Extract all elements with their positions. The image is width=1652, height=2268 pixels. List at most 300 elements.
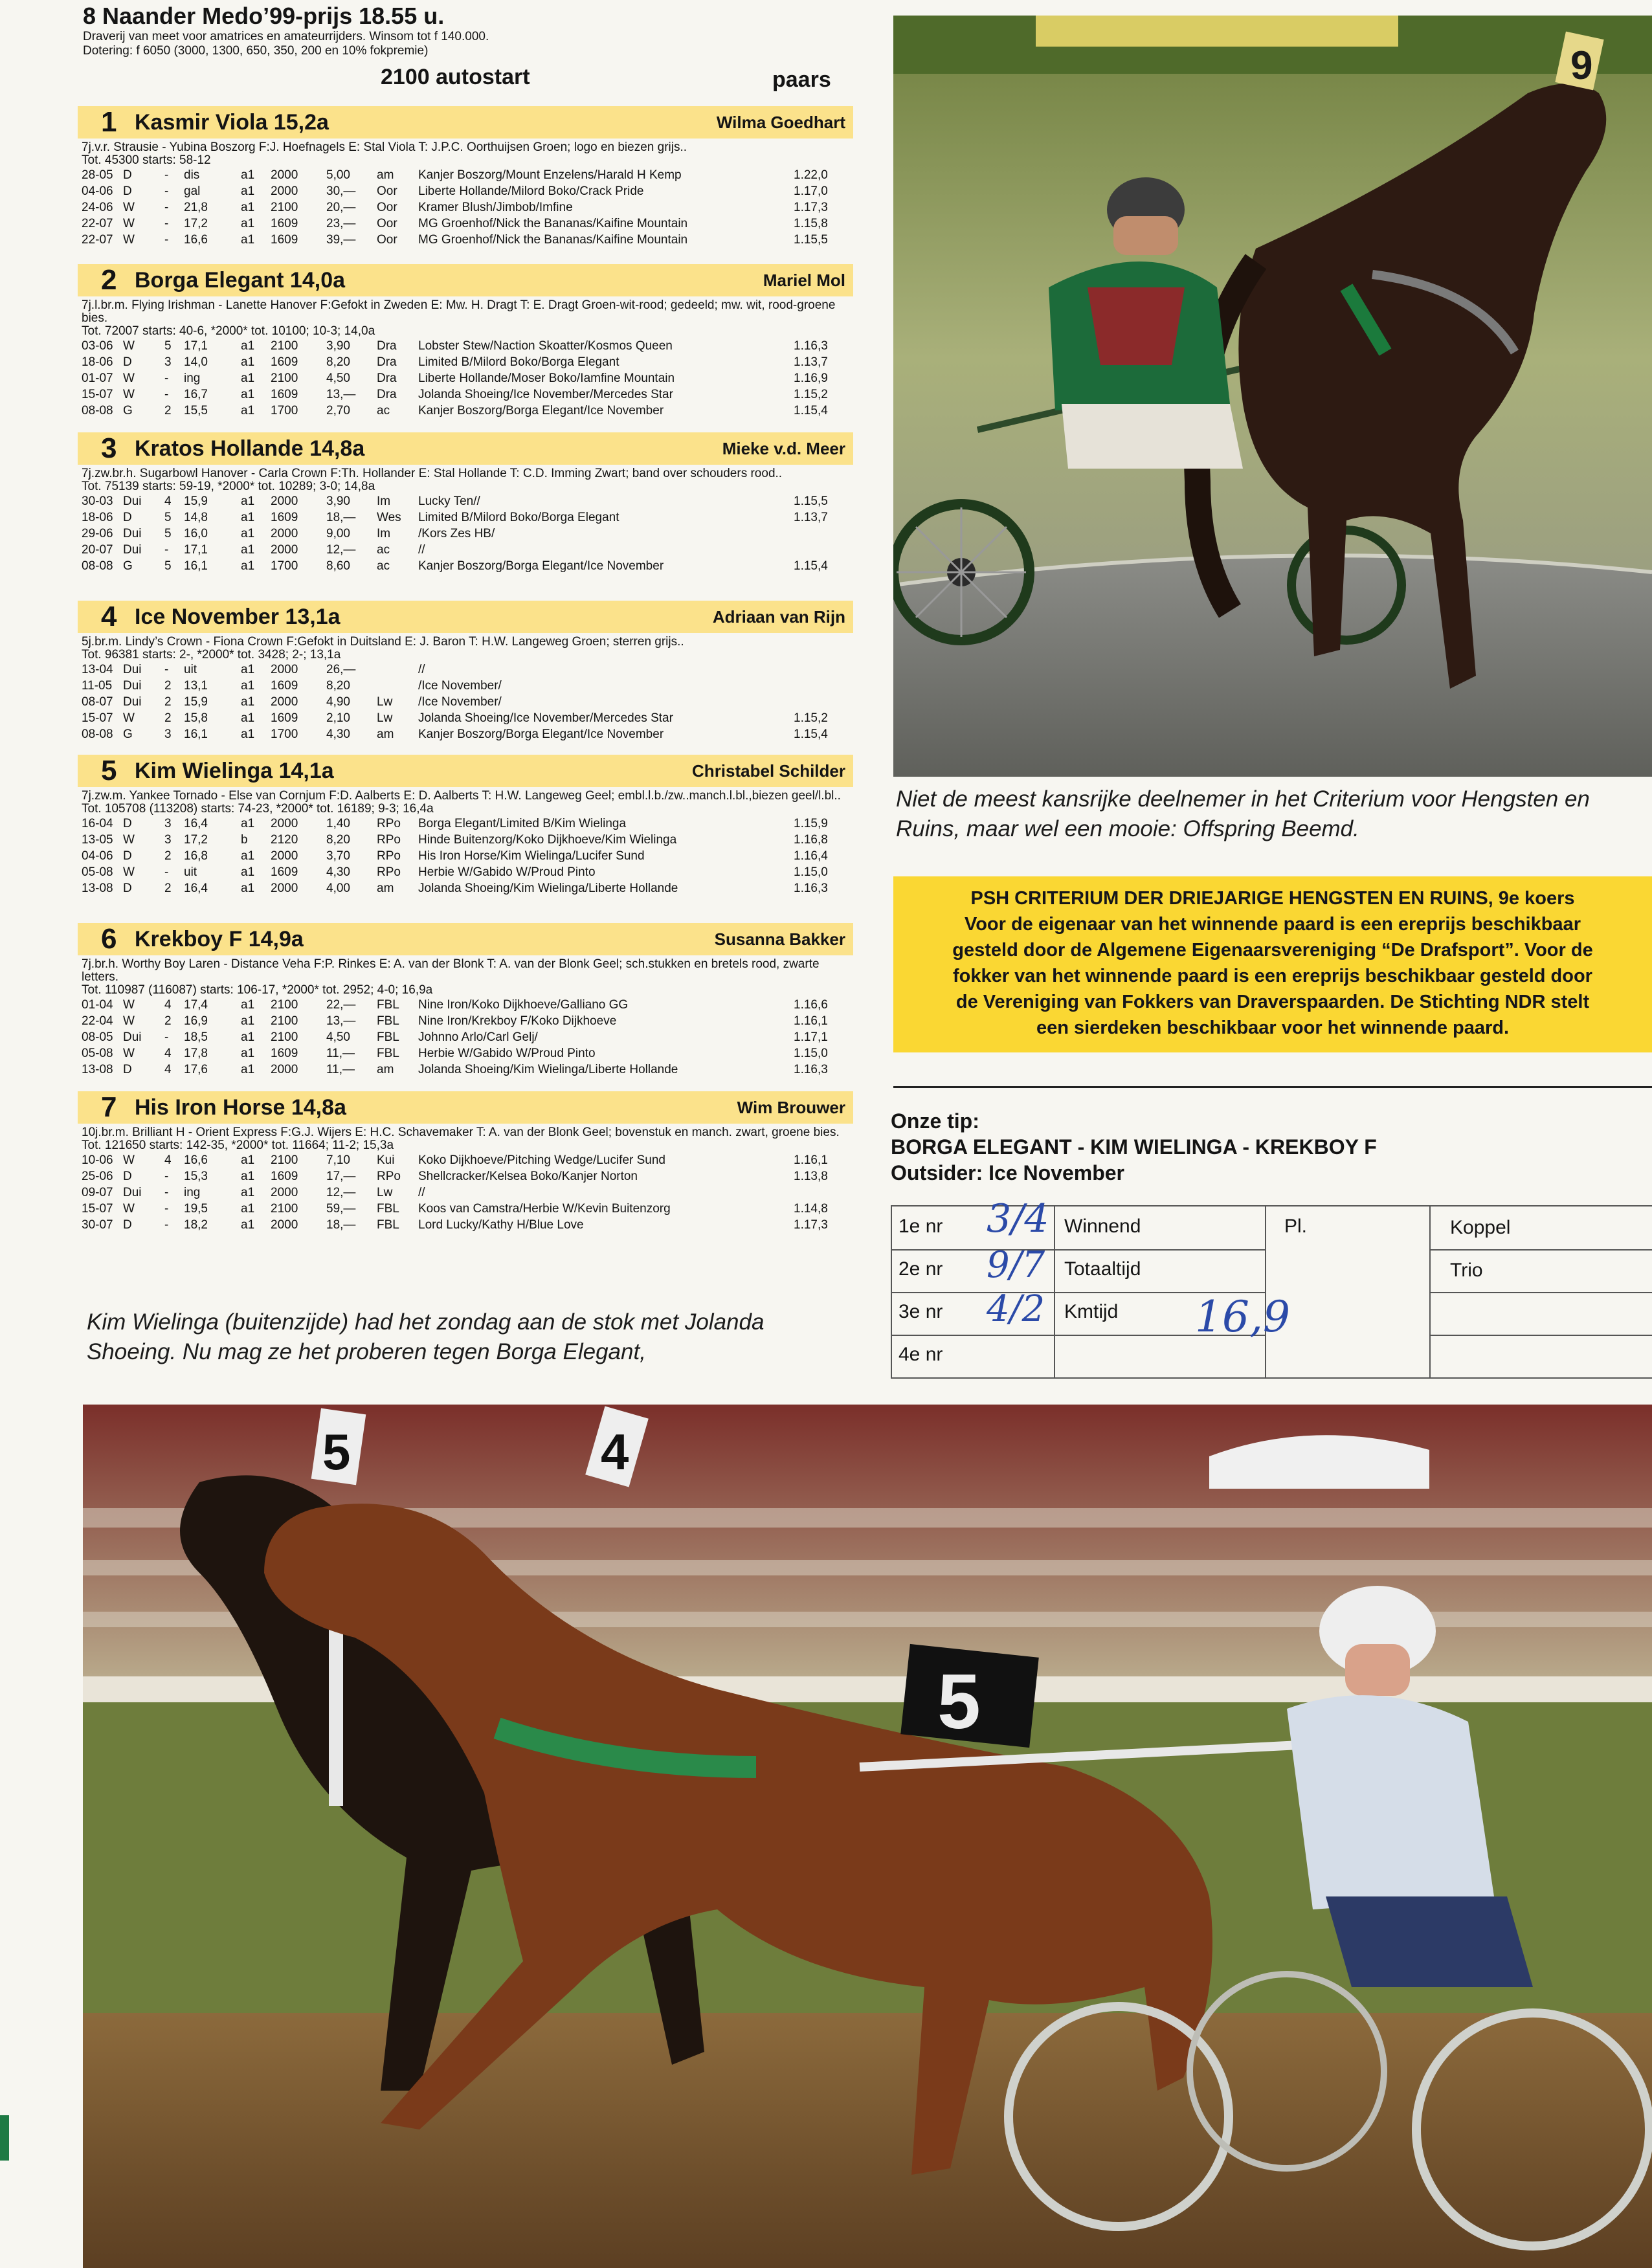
- run-distance: 2000: [271, 543, 298, 557]
- run-place: 3: [164, 817, 172, 830]
- run-place: -: [164, 201, 169, 214]
- run-odds: 13,—: [326, 388, 356, 401]
- run-row: [82, 1045, 853, 1062]
- horse-totals: Tot. 45300 starts: 58-12: [82, 153, 211, 167]
- run-odds: 23,—: [326, 217, 356, 230]
- run-row: [82, 997, 853, 1013]
- run-driver-code: FBL: [377, 1202, 399, 1216]
- run-field: /Ice November/: [418, 679, 502, 693]
- run-row: [82, 710, 853, 726]
- run-distance: 2000: [271, 1063, 298, 1076]
- run-class: a1: [241, 1186, 255, 1199]
- run-field: /Ice November/: [418, 695, 502, 709]
- run-field: Nine Iron/Krekboy F/Koko Dijkhoeve: [418, 1014, 617, 1028]
- run-distance: 1700: [271, 559, 298, 573]
- run-row: [82, 403, 853, 419]
- run-km-time: 1.16,1: [794, 1014, 828, 1028]
- run-time: 16,6: [184, 233, 208, 247]
- run-row: [82, 354, 853, 370]
- run-place: 5: [164, 511, 172, 524]
- run-place: 2: [164, 711, 172, 725]
- run-row: [82, 662, 853, 678]
- run-date: 13-05: [82, 833, 113, 847]
- run-date: 22-07: [82, 217, 113, 230]
- photo-horse-single: [893, 16, 1652, 777]
- horse-pedigree: 7j.zw.m. Yankee Tornado - Else van Cornjum F:D. Aalberts E: D. Aalberts T: H.W. Langeweg Geel; embl.l.b./zw..manch.l.bl.,biezen geel/l.bl..: [82, 789, 841, 803]
- run-track: D: [123, 1063, 132, 1076]
- run-time: 17,2: [184, 833, 208, 847]
- run-date: 18-06: [82, 511, 113, 524]
- recent-runs: [82, 167, 853, 248]
- run-class: a1: [241, 1170, 255, 1183]
- run-distance: 1609: [271, 388, 298, 401]
- handwritten-kmtijd: 16,9: [1195, 1292, 1290, 1342]
- run-distance: 1700: [271, 404, 298, 417]
- run-driver-code: Oor: [377, 184, 397, 198]
- run-distance: 1609: [271, 711, 298, 725]
- run-date: 22-07: [82, 233, 113, 247]
- run-date: 04-06: [82, 184, 113, 198]
- horse-name: Krekboy F 14,9a: [135, 927, 304, 951]
- run-distance: 2100: [271, 1030, 298, 1044]
- run-place: -: [164, 168, 169, 182]
- photo-horse-single-image: [893, 16, 1652, 777]
- run-time: 16,8: [184, 849, 208, 863]
- run-place: 2: [164, 1014, 172, 1028]
- run-place: 3: [164, 833, 172, 847]
- run-distance: 2000: [271, 817, 298, 830]
- run-date: 30-07: [82, 1218, 113, 1232]
- run-class: a1: [241, 1063, 255, 1076]
- run-driver-code: Dra: [377, 355, 397, 369]
- run-odds: 5,00: [326, 168, 350, 182]
- run-time: 17,4: [184, 998, 208, 1012]
- run-distance: 2000: [271, 882, 298, 895]
- run-track: W: [123, 217, 135, 230]
- run-km-time: 1.17,0: [794, 184, 828, 198]
- run-odds: 12,—: [326, 543, 356, 557]
- horse-number-mid: 4: [601, 1423, 629, 1480]
- run-time: 17,1: [184, 543, 208, 557]
- run-time: 15,9: [184, 695, 208, 709]
- run-date: 08-08: [82, 728, 113, 741]
- run-distance: 1609: [271, 217, 298, 230]
- entry-header: [78, 755, 853, 787]
- horse-totals: Tot. 96381 starts: 2-, *2000* tot. 3428; 2-; 13,1a: [82, 648, 341, 662]
- recent-runs: [82, 997, 853, 1078]
- horse-number-left: 5: [322, 1423, 351, 1480]
- run-track: W: [123, 233, 135, 247]
- run-row: [82, 678, 853, 694]
- run-class: a1: [241, 1218, 255, 1232]
- entry-number: 5: [101, 755, 117, 786]
- run-time: 16,0: [184, 527, 208, 540]
- run-driver-code: FBL: [377, 1030, 399, 1044]
- run-track: W: [123, 865, 135, 879]
- run-track: D: [123, 168, 132, 182]
- run-driver-code: Oor: [377, 233, 397, 247]
- page-edge-tab: [0, 2115, 9, 2161]
- grid-row-label: 1e nr: [899, 1216, 943, 1237]
- run-track: D: [123, 355, 132, 369]
- run-class: a1: [241, 849, 255, 863]
- run-class: a1: [241, 1014, 255, 1028]
- run-place: -: [164, 388, 169, 401]
- run-track: D: [123, 1170, 132, 1183]
- run-place: 4: [164, 1047, 172, 1060]
- run-row: [82, 1062, 853, 1078]
- run-row: [82, 1217, 853, 1233]
- run-date: 29-06: [82, 527, 113, 540]
- run-driver-code: RPo: [377, 849, 401, 863]
- run-km-time: 1.15,8: [794, 217, 828, 230]
- run-track: W: [123, 833, 135, 847]
- run-date: 13-08: [82, 1063, 113, 1076]
- run-class: a1: [241, 865, 255, 879]
- announcement-line: PSH CRITERIUM DER DRIEJARIGE HENGSTEN EN RUINS, 9e koers: [970, 888, 1575, 909]
- run-field: Koos van Camstra/Herbie W/Kevin Buitenzorg: [418, 1202, 671, 1216]
- horse-totals: Tot. 105708 (113208) starts: 74-23, *2000* tot. 16189; 9-3; 16,4a: [82, 802, 434, 816]
- run-class: a1: [241, 1030, 255, 1044]
- run-row: [82, 183, 853, 199]
- run-field: Kramer Blush/Jimbob/Imfine: [418, 201, 573, 214]
- announcement-line: de Vereniging van Fokkers van Draverspaarden. De Stichting NDR stelt: [955, 992, 1590, 1012]
- run-time: 15,8: [184, 711, 208, 725]
- run-class: a1: [241, 663, 255, 676]
- run-time: 13,1: [184, 679, 208, 693]
- run-odds: 39,—: [326, 233, 356, 247]
- run-distance: 2100: [271, 201, 298, 214]
- run-distance: 2000: [271, 527, 298, 540]
- run-date: 08-08: [82, 404, 113, 417]
- run-field: Herbie W/Gabido W/Proud Pinto: [418, 865, 596, 879]
- run-driver-code: Dra: [377, 388, 397, 401]
- run-distance: 2100: [271, 339, 298, 353]
- run-field: Borga Elegant/Limited B/Kim Wielinga: [418, 817, 627, 830]
- run-driver-code: FBL: [377, 1218, 399, 1232]
- run-odds: 3,90: [326, 495, 350, 508]
- run-row: [82, 199, 853, 216]
- run-distance: 1609: [271, 1047, 298, 1060]
- run-place: -: [164, 663, 169, 676]
- run-class: a1: [241, 233, 255, 247]
- run-date: 01-04: [82, 998, 113, 1012]
- run-date: 09-07: [82, 1186, 113, 1199]
- run-km-time: 1.15,9: [794, 817, 828, 830]
- entry-1: [78, 106, 853, 248]
- run-time: 16,4: [184, 817, 208, 830]
- run-row: [82, 558, 853, 574]
- entry-number: 4: [101, 601, 117, 632]
- run-track: W: [123, 388, 135, 401]
- announcement-line: fokker van het winnende paard is een ereprijs beschikbaar gesteld door: [953, 966, 1592, 986]
- run-track: Dui: [123, 1186, 142, 1199]
- run-track: D: [123, 1218, 132, 1232]
- run-km-time: 1.16,6: [794, 998, 828, 1012]
- grid-row-label: 4e nr: [899, 1344, 943, 1365]
- run-time: 14,8: [184, 511, 208, 524]
- run-place: -: [164, 233, 169, 247]
- run-driver-code: Wes: [377, 511, 401, 524]
- run-date: 16-04: [82, 817, 113, 830]
- run-field: Shellcracker/Kelsea Boko/Kanjer Norton: [418, 1170, 638, 1183]
- run-driver-code: Im: [377, 495, 391, 508]
- run-km-time: 1.15,2: [794, 388, 828, 401]
- tip-picks: BORGA ELEGANT - KIM WIELINGA - KREKBOY F: [891, 1135, 1377, 1159]
- run-place: 4: [164, 1063, 172, 1076]
- race-header: [83, 3, 853, 92]
- run-field: Liberte Hollande/Milord Boko/Crack Pride: [418, 184, 644, 198]
- run-distance: 2000: [271, 1186, 298, 1199]
- run-distance: 2000: [271, 184, 298, 198]
- run-driver-code: Oor: [377, 201, 397, 214]
- photo-race-finish: [83, 1405, 1652, 2268]
- run-date: 08-07: [82, 695, 113, 709]
- run-driver-code: RPo: [377, 833, 401, 847]
- horse-totals: Tot. 75139 starts: 59-19, *2000* tot. 10289; 3-0; 14,8a: [82, 480, 375, 493]
- horse-name: Kim Wielinga 14,1a: [135, 759, 334, 783]
- run-place: -: [164, 865, 169, 879]
- run-time: 16,9: [184, 1014, 208, 1028]
- caption-line: Shoeing. Nu mag ze het proberen tegen Borga Elegant,: [87, 1339, 646, 1364]
- run-class: a1: [241, 882, 255, 895]
- run-field: //: [418, 663, 425, 676]
- run-odds: 4,00: [326, 882, 350, 895]
- run-distance: 1609: [271, 511, 298, 524]
- run-date: 11-05: [82, 679, 113, 693]
- run-row: [82, 694, 853, 710]
- run-time: 15,9: [184, 495, 208, 508]
- run-row: [82, 370, 853, 386]
- horse-name: Borga Elegant 14,0a: [135, 268, 346, 293]
- run-time: 17,2: [184, 217, 208, 230]
- run-odds: 4,50: [326, 372, 350, 385]
- run-field: Lobster Stew/Naction Skoatter/Kosmos Queen: [418, 339, 673, 353]
- run-odds: 4,30: [326, 865, 350, 879]
- run-track: G: [123, 559, 133, 573]
- grid-kmtijd: Kmtijd: [1064, 1301, 1119, 1322]
- run-driver-code: ac: [377, 559, 390, 573]
- recent-runs: [82, 816, 853, 896]
- run-time: 15,5: [184, 404, 208, 417]
- run-distance: 2100: [271, 998, 298, 1012]
- run-field: Jolanda Shoeing/Ice November/Mercedes Star: [418, 711, 673, 725]
- run-track: W: [123, 372, 135, 385]
- section-divider: [893, 1086, 1652, 1088]
- run-class: a1: [241, 817, 255, 830]
- race-conditions: Draverij van meet voor amatrices en amateurrijders. Winsom tot f 140.000.: [83, 30, 489, 43]
- run-time: uit: [184, 663, 197, 676]
- run-date: 03-06: [82, 339, 113, 353]
- our-tip: [891, 1108, 1652, 1186]
- entry-number: 6: [101, 923, 117, 955]
- run-place: 2: [164, 404, 172, 417]
- run-driver-code: Dra: [377, 339, 397, 353]
- run-odds: 8,20: [326, 355, 350, 369]
- caption-line: Niet de meest kansrijke deelnemer in het Criterium voor Hengsten en: [896, 786, 1590, 812]
- run-km-time: 1.16,3: [794, 882, 828, 895]
- run-km-time: 1.15,4: [794, 559, 828, 573]
- run-row: [82, 1029, 853, 1045]
- announcement-line: een sierdeken beschikbaar voor het winnende paard.: [1036, 1017, 1510, 1038]
- run-driver-code: Lw: [377, 695, 393, 709]
- run-place: -: [164, 1030, 169, 1044]
- run-time: 16,7: [184, 388, 208, 401]
- run-track: Dui: [123, 543, 142, 557]
- run-track: W: [123, 1014, 135, 1028]
- run-driver-code: Kui: [377, 1153, 395, 1167]
- run-odds: 18,—: [326, 511, 356, 524]
- horse-pedigree: 7j.l.br.m. Flying Irishman - Lanette Hanover F:Gefokt in Zweden E: Mw. H. Dragt T: E. Dragt Groen-wit-rood; gedeeld; mw. wit, rood-groene bies.: [82, 298, 836, 325]
- driver-name: Susanna Bakker: [714, 929, 845, 949]
- criterium-announcement: [893, 876, 1652, 1052]
- run-driver-code: Dra: [377, 372, 397, 385]
- horse-totals: Tot. 121650 starts: 142-35, *2000* tot. 11664; 11-2; 15,3a: [82, 1139, 394, 1152]
- run-odds: 13,—: [326, 1014, 356, 1028]
- run-km-time: 1.15,5: [794, 495, 828, 508]
- run-track: D: [123, 817, 132, 830]
- run-track: W: [123, 711, 135, 725]
- race-bet-color: paars: [772, 67, 831, 92]
- entry-number: 7: [101, 1091, 117, 1123]
- run-time: ing: [184, 1186, 201, 1199]
- run-time: uit: [184, 865, 197, 879]
- entry-number: 2: [101, 264, 117, 296]
- run-driver-code: FBL: [377, 1047, 399, 1060]
- run-driver-code: Oor: [377, 217, 397, 230]
- run-class: a1: [241, 355, 255, 369]
- run-time: 17,1: [184, 339, 208, 353]
- run-km-time: 1.15,4: [794, 728, 828, 741]
- run-track: D: [123, 511, 132, 524]
- horse-pedigree: 10j.br.m. Brilliant H - Orient Express F:G.J. Wijers E: H.C. Schavemaker T: A. van der Blonk Geel; bovenstuk en manch. zwart, groene bies.: [82, 1126, 840, 1139]
- run-km-time: 1.17,3: [794, 1218, 828, 1232]
- run-odds: 8,20: [326, 679, 350, 693]
- betting-form: [891, 1196, 1652, 1381]
- race-start-type: 2100 autostart: [381, 65, 530, 89]
- horse-name: His Iron Horse 14,8a: [135, 1095, 346, 1120]
- run-odds: 4,90: [326, 695, 350, 709]
- run-track: Dui: [123, 679, 142, 693]
- run-place: -: [164, 1218, 169, 1232]
- tip-label: Onze tip:: [891, 1109, 979, 1133]
- run-time: 21,8: [184, 201, 208, 214]
- run-km-time: 1.15,5: [794, 233, 828, 247]
- announcement-line: Voor de eigenaar van het winnende paard is een ereprijs beschikbaar: [965, 914, 1581, 935]
- run-track: D: [123, 849, 132, 863]
- run-class: a1: [241, 217, 255, 230]
- run-driver-code: FBL: [377, 1014, 399, 1028]
- run-time: 16,6: [184, 1153, 208, 1167]
- run-row: [82, 167, 853, 183]
- run-date: 04-06: [82, 849, 113, 863]
- entry-header: [78, 106, 853, 139]
- run-field: Jolanda Shoeing/Kim Wielinga/Liberte Hollande: [418, 1063, 678, 1076]
- run-track: W: [123, 339, 135, 353]
- horse-number-top: 9: [1570, 43, 1593, 88]
- run-class: a1: [241, 695, 255, 709]
- run-row: [82, 848, 853, 864]
- run-driver-code: am: [377, 1063, 394, 1076]
- run-time: 18,5: [184, 1030, 208, 1044]
- run-place: 2: [164, 849, 172, 863]
- run-distance: 2100: [271, 1202, 298, 1216]
- run-field: Herbie W/Gabido W/Proud Pinto: [418, 1047, 596, 1060]
- run-place: -: [164, 1170, 169, 1183]
- run-odds: 8,60: [326, 559, 350, 573]
- run-track: W: [123, 1202, 135, 1216]
- run-distance: 2100: [271, 1014, 298, 1028]
- run-row: [82, 338, 853, 354]
- run-class: a1: [241, 201, 255, 214]
- run-odds: 17,—: [326, 1170, 356, 1183]
- run-place: 4: [164, 998, 172, 1012]
- driver-name: Adriaan van Rijn: [712, 607, 845, 627]
- run-class: a1: [241, 1202, 255, 1216]
- run-driver-code: FBL: [377, 998, 399, 1012]
- recent-runs: [82, 662, 853, 742]
- run-km-time: 1.15,0: [794, 865, 828, 879]
- run-odds: 18,—: [326, 1218, 356, 1232]
- run-date: 15-07: [82, 388, 113, 401]
- run-track: Dui: [123, 663, 142, 676]
- grid-row-label: 3e nr: [899, 1301, 943, 1322]
- horse-name: Kasmir Viola 15,2a: [135, 110, 329, 135]
- run-distance: 2000: [271, 695, 298, 709]
- run-row: [82, 232, 853, 248]
- run-class: a1: [241, 388, 255, 401]
- run-row: [82, 1201, 853, 1217]
- run-place: -: [164, 217, 169, 230]
- run-place: -: [164, 1186, 169, 1199]
- run-driver-code: am: [377, 882, 394, 895]
- run-time: 19,5: [184, 1202, 208, 1216]
- run-distance: 1609: [271, 233, 298, 247]
- run-place: -: [164, 184, 169, 198]
- grid-place: Pl.: [1284, 1216, 1308, 1237]
- run-place: 2: [164, 695, 172, 709]
- horse-totals: Tot. 110987 (116087) starts: 106-17, *2000* tot. 2952; 4-0; 16,9a: [82, 983, 433, 997]
- run-km-time: 1.16,1: [794, 1153, 828, 1167]
- photo-race-finish-image: [83, 1405, 1652, 2268]
- run-km-time: 1.17,3: [794, 201, 828, 214]
- run-place: 5: [164, 559, 172, 573]
- run-field: Kanjer Boszorg/Borga Elegant/Ice November: [418, 559, 664, 573]
- run-km-time: 1.13,7: [794, 355, 828, 369]
- run-field: Nine Iron/Koko Dijkhoeve/Galliano GG: [418, 998, 629, 1012]
- run-date: 18-06: [82, 355, 113, 369]
- run-date: 13-04: [82, 663, 113, 676]
- run-odds: 1,40: [326, 817, 350, 830]
- run-class: a1: [241, 339, 255, 353]
- horse-pedigree: 7j.br.h. Worthy Boy Laren - Distance Veha F:P. Rinkes E: A. van der Blonk T: A. van der Blonk Geel; sch.stukken en bretels rood, zwarte letters.: [82, 957, 820, 984]
- grid-winnend: Winnend: [1064, 1216, 1141, 1237]
- recent-runs: [82, 338, 853, 419]
- horse-name: Ice November 13,1a: [135, 605, 340, 629]
- run-place: 4: [164, 495, 172, 508]
- run-km-time: 1.13,8: [794, 1170, 828, 1183]
- run-class: a1: [241, 543, 255, 557]
- run-date: 08-08: [82, 559, 113, 573]
- run-class: a1: [241, 184, 255, 198]
- recent-runs: [82, 493, 853, 574]
- run-date: 25-06: [82, 1170, 113, 1183]
- run-place: 4: [164, 1153, 172, 1167]
- run-time: 16,1: [184, 728, 208, 741]
- run-km-time: 1.16,3: [794, 1063, 828, 1076]
- run-date: 24-06: [82, 201, 113, 214]
- run-date: 10-06: [82, 1153, 113, 1167]
